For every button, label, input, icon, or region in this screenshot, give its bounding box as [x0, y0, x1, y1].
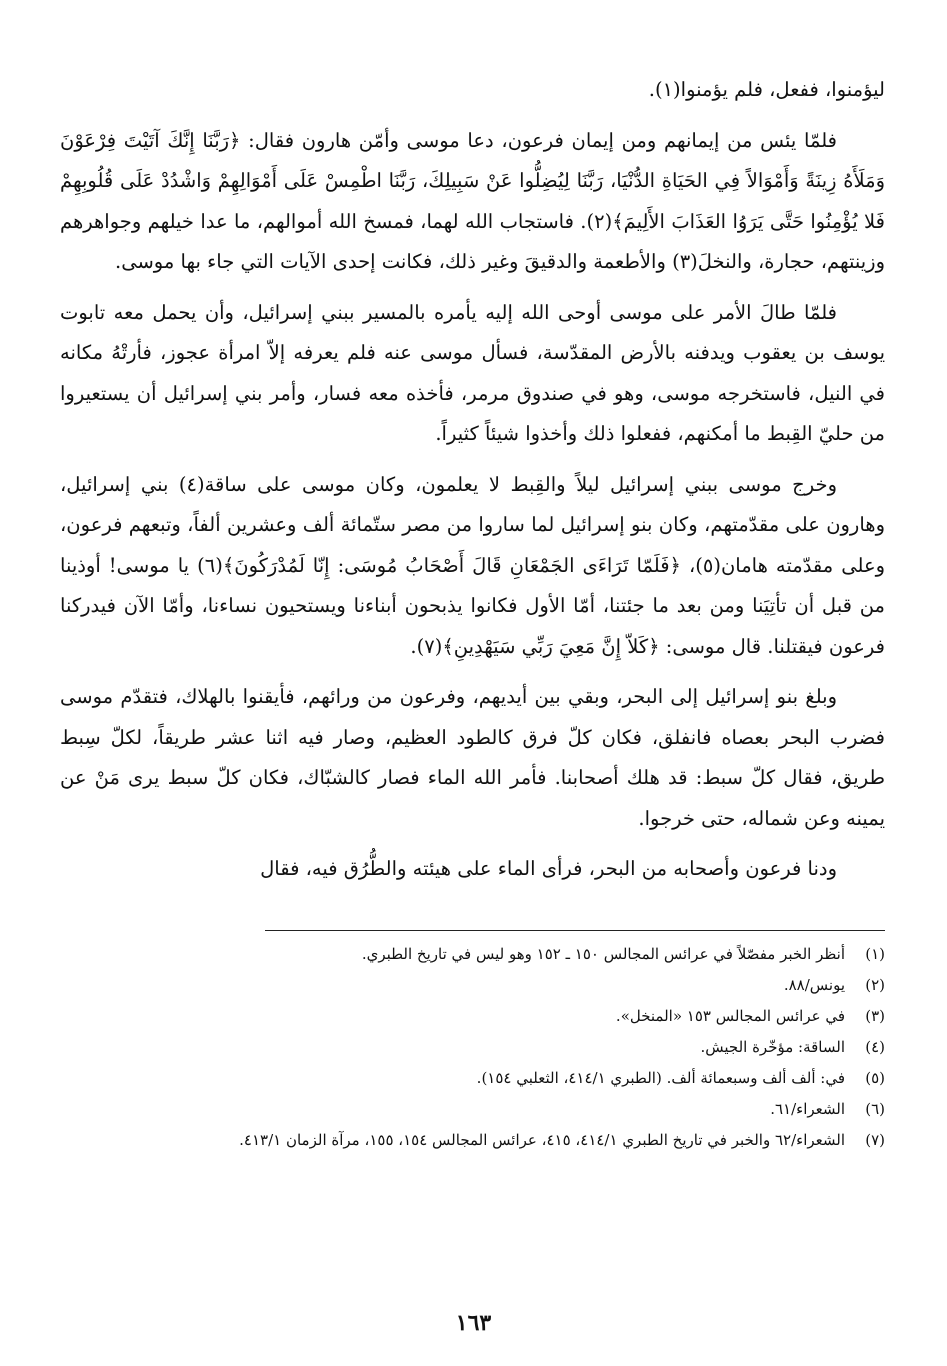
footnote [60, 1094, 885, 1125]
footnote-number: (٤) [865, 1037, 885, 1056]
footnote [60, 1032, 885, 1063]
paragraph: ليؤمنوا، ففعل، فلم يؤمنوا(١). [648, 78, 885, 101]
footnote-text: أنظر الخبر مفصّلاً في عرائس المجالس ١٥٠ ـ ١٥٢ وهو ليس في تاريخ الطبري. [361, 944, 845, 963]
footnote [60, 939, 885, 970]
footnote-number: (٥) [865, 1068, 885, 1087]
footnote-number: (٧) [865, 1130, 885, 1149]
footnote-text: في عرائس المجالس ١٥٣ «المنخل». [615, 1006, 845, 1025]
footnote-text: الشعراء/٦١. [770, 1099, 845, 1118]
footnote [60, 970, 885, 1001]
footnote-number: (٢) [865, 975, 885, 994]
footnote-number: (٣) [865, 1006, 885, 1025]
paragraph: ودنا فرعون وأصحابه من البحر، فرأى الماء على هيئته والطُّرُق فيه، فقال [260, 857, 837, 880]
footnote [60, 1001, 885, 1032]
footnote-number: (٦) [865, 1099, 885, 1118]
footnote-text: يونس/٨٨. [783, 975, 845, 994]
footnote-separator [265, 930, 885, 931]
paragraph: فلمّا يئس من إيمانهم ومن إيمان فرعون، دعا موسى وأمّن هارون فقال: ﴿رَبَّنَا إِنَّكَ آتَيْتَ فِرْعَوْنَ وَمَلَأَهُ زِينَةً وَأَمْوَالاً فِي الحَيَاةِ الدُّنْيَا، رَبَّنَا لِيُضِلُّوا عَنْ سَبِيلِكَ، رَبَّنَا اطْمِسْ عَلَى أَمْوَالِهِمْ وَاشْدُدْ عَلَى قُلُوبِهِمْ فَلا يُؤْمِنُوا حَتَّى يَرَوُا العَذَابَ الأَلِيمَ﴾(٢). فاستجاب الله لهما، فمسخ الله أموالهم، ما عدا خيلهم وجواهرهم وزينتهم، حجارة، والنخلَ(٣) والأطعمة والدقيقَ وغير ذلك، فكانت إحدى الآيات التي جاء بها موسى. [60, 128, 885, 273]
footnote-number: (١) [865, 944, 885, 963]
footnote [60, 1063, 885, 1094]
footnote-text: الشعراء/٦٢ والخبر في تاريخ الطبري ٤١٤/١، ٤١٥، عرائس المجالس ١٥٤، ١٥٥، مرآة الزمان ٤١٣/١. [239, 1130, 845, 1149]
footnote-text: الساقة: مؤخّرة الجيش. [700, 1037, 845, 1056]
footnote-text: في: ألف ألف وسبعمائة ألف. (الطبري ٤١٤/١، الثعلبي ١٥٤). [476, 1068, 845, 1087]
main-text [60, 70, 885, 890]
paragraph: وخرج موسى ببني إسرائيل ليلاً والقِبط لا يعلمون، وكان موسى على ساقة(٤) بني إسرائيل، وهارون على مقدّمتهم، وكان بنو إسرائيل لما ساروا من مصر ستّمائة ألف وعشرين ألفاً، وتبعهم فرعون، وعلى مقدّمته هامان(٥)، ﴿فَلَمّا تَرَاءَى الجَمْعَانِ قَالَ أَصْحَابُ مُوسَى: إِنّا لَمُدْرَكُونَ﴾(٦) يا موسى! أوذينا من قبل أن تأتِيَنا ومن بعد ما جئتنا، أمّا الأول فكانوا يذبحون أبناءنا ويستحيون نساءنا، وأمّا الآن فيدركنا فرعون فيقتلنا. قال موسى: ﴿كَلاّ إِنَّ مَعِيَ رَبِّي سَيَهْدِينِ﴾(٧). [60, 472, 886, 658]
footnotes [60, 939, 885, 1156]
paragraph: فلمّا طالَ الأمر على موسى أوحى الله إليه يأمره بالمسير ببني إسرائيل، وأن يحمل معه تابوت يوسف بن يعقوب ويدفنه بالأرض المقدّسة، فسأل موسى عنه فلم يعرفه إلاّ امرأة عجوز، فأرتْهُ مكانه في النيل، فاستخرجه موسى، وهو في صندوق مرمر، فأخذه معه فسار، وأمر بني إسرائيل أن يستعيروا من حليّ القِبط ما أمكنهم، ففعلوا ذلك وأخذوا شيئاً كثيراً. [60, 300, 885, 445]
paragraph: وبلغ بنو إسرائيل إلى البحر، وبقي بين أيديهم، وفرعون من ورائهم، فأيقنوا بالهلاك، فتقدّم موسى فضرب البحر بعصاه فانفلق، فكان كلّ فرق كالطود العظيم، وصار فيه اثنا عشر طريقاً، لكلّ سِبط طريق، فقال كلّ سبط: قد هلك أصحابنا. فأمر الله الماء فصار كالشبّاك، فكان كلّ سبط يرى مَنْ عن يمينه وعن شماله، حتى خرجوا. [60, 685, 885, 830]
footnote [60, 1125, 885, 1156]
page-number: ١٦٣ [455, 1310, 492, 1336]
